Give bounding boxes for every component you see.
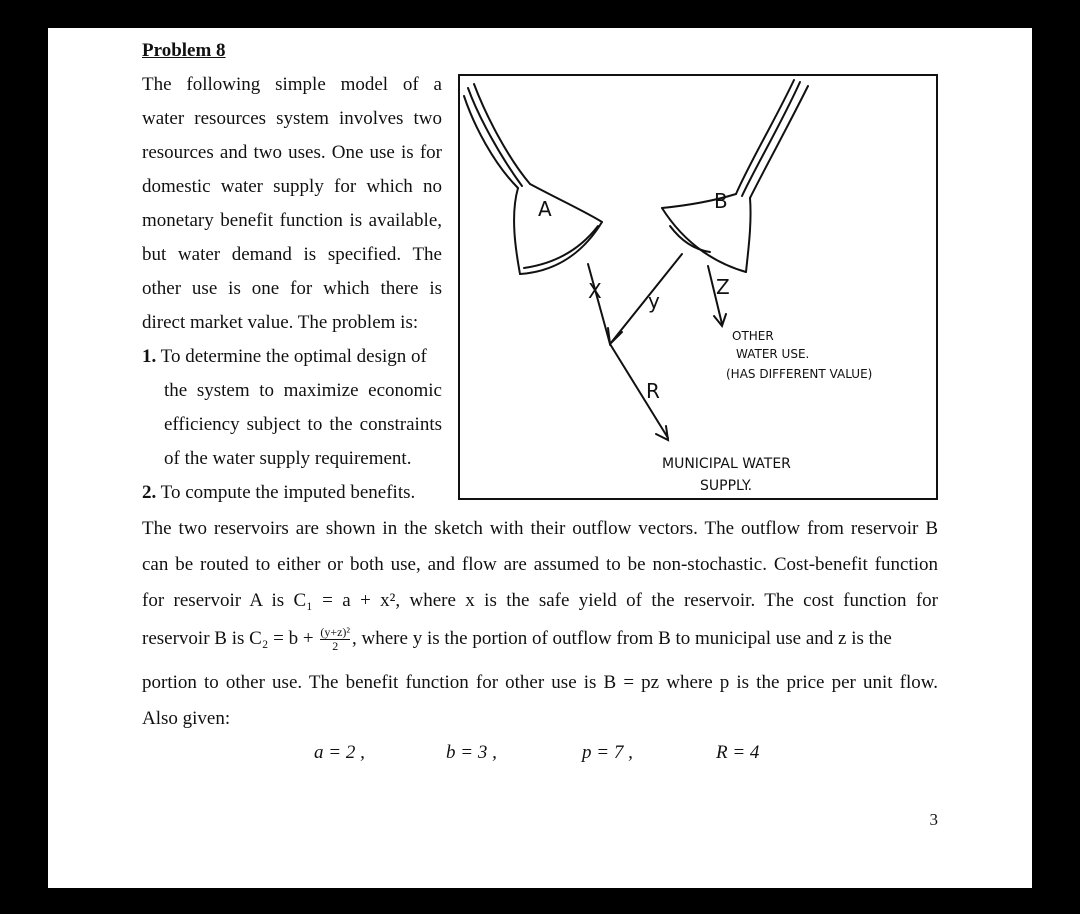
reservoir-sketch (458, 74, 938, 500)
paragraph-line-formula (142, 626, 892, 653)
list-number: 1. (142, 346, 157, 367)
list-text: efficiency subject to the constraints (164, 414, 442, 435)
given-p: p = 7 , (582, 742, 633, 763)
page-number: 3 (929, 810, 938, 829)
list-item-2 (142, 482, 415, 504)
list-text: To determine the optimal design of (160, 346, 427, 367)
fraction-denominator: 2 (320, 639, 350, 653)
formula-prefix: reservoir B is C₂ = b + (142, 627, 314, 649)
reservoir-a-label: A (538, 197, 552, 221)
municipal-label: SUPPLY. (700, 478, 753, 494)
list-text: of the water supply requirement. (164, 448, 412, 469)
paragraph-line: portion to other use. The benefit function for other use is B = pz where p is the price per unit flow. (142, 672, 938, 693)
given-a: a = 2 , (314, 742, 365, 763)
paragraph-line: Also given: (142, 708, 231, 729)
intro-line: other use is one for which there is (142, 278, 442, 299)
paragraph-line: The two reservoirs are shown in the sketch with their outflow vectors. The outflow from reservoir B (142, 518, 938, 539)
list-number: 2. (142, 482, 157, 503)
sketch-drawing (460, 76, 936, 498)
problem-title: Problem 8 (142, 40, 226, 61)
municipal-label: MUNICIPAL WATER (662, 456, 791, 472)
intro-line: resources and two uses. One use is for (142, 142, 442, 163)
document-page (48, 28, 1032, 888)
intro-line: monetary benefit function is available, (142, 210, 442, 231)
flow-r-label: R (646, 379, 660, 403)
fraction (320, 626, 350, 653)
given-r: R = 4 (716, 742, 760, 763)
intro-line: domestic water supply for which no (142, 176, 442, 197)
paragraph-line: for reservoir A is C₁ = a + x², where x is the safe yield of the reservoir. The cost function for (142, 590, 938, 611)
intro-line: water resources system involves two (142, 108, 442, 129)
intro-line: direct market value. The problem is: (142, 312, 419, 333)
list-item-1 (142, 346, 427, 368)
other-use-label: WATER USE. (736, 347, 810, 361)
other-use-label: OTHER (732, 329, 774, 343)
flow-z-label: Z (716, 275, 730, 299)
intro-line: but water demand is specified. The (142, 244, 442, 265)
intro-line: The following simple model of a (142, 74, 442, 95)
other-use-label: (HAS DIFFERENT VALUE) (726, 367, 873, 381)
fraction-numerator: (y+z)² (320, 625, 351, 639)
reservoir-b-label: B (714, 189, 728, 213)
flow-y-label: y (648, 289, 660, 313)
paragraph-line: can be routed to either or both use, and flow are assumed to be non-stochastic. Cost-benefit function (142, 554, 938, 575)
formula-suffix: , where y is the portion of outflow from B to municipal use and z is the (352, 627, 892, 649)
list-text: To compute the imputed benefits. (160, 482, 416, 503)
flow-x-label: X (588, 279, 602, 303)
list-text: the system to maximize economic (164, 380, 442, 401)
given-b: b = 3 , (446, 742, 497, 763)
